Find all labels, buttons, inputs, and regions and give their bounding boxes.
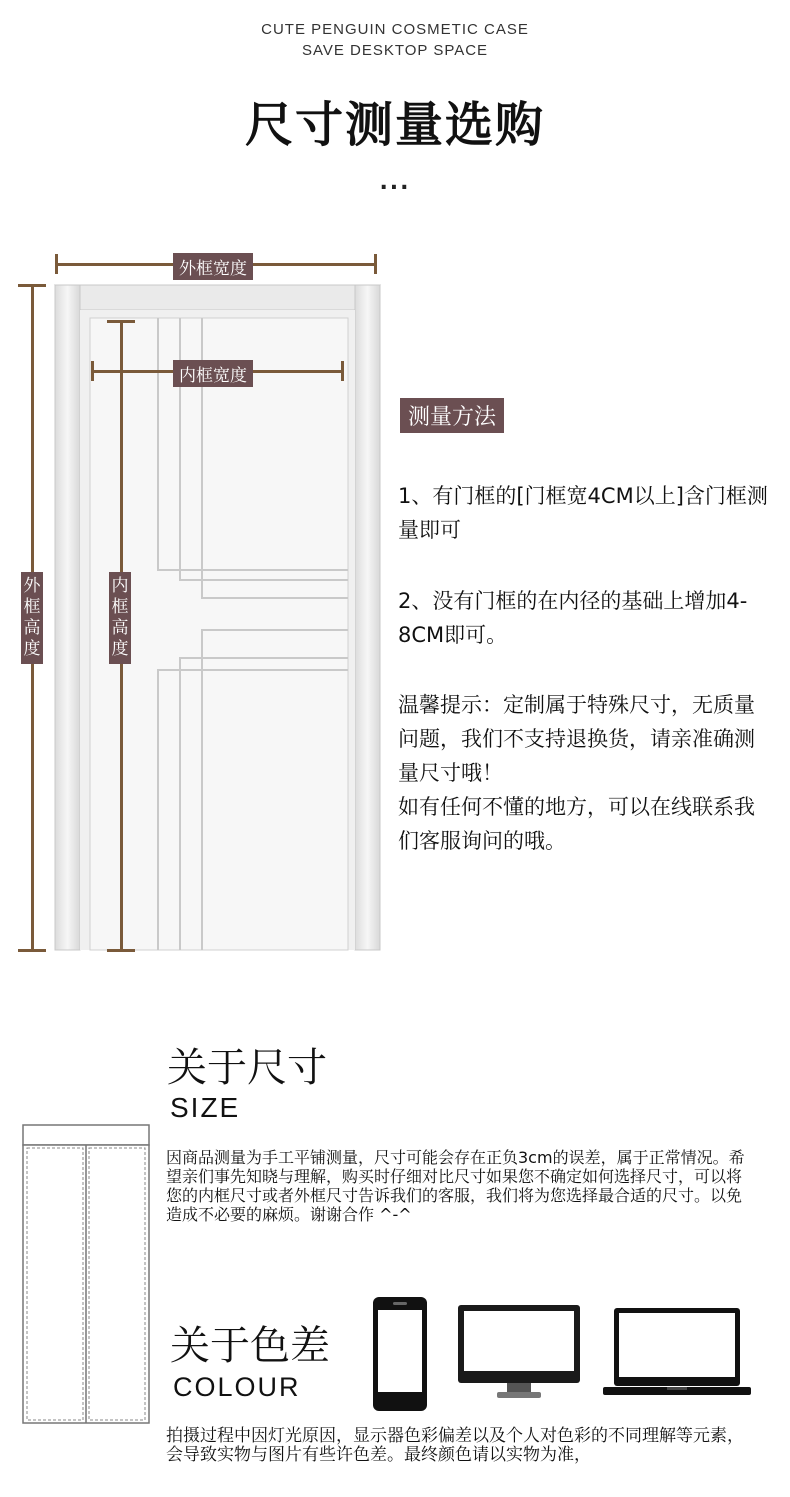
inner-width-label: 内框宽度 [173, 360, 253, 387]
header-line-2: SAVE DESKTOP SPACE [301, 42, 489, 59]
page-title: 尺寸测量选购 [244, 97, 545, 153]
colour-title-en: COLOUR [173, 1372, 301, 1402]
inner-height-label: 内框高度 [109, 572, 131, 664]
method-contact: 如有任何不懂的地方，可以在线联系我们客服询问的哦。 [398, 795, 755, 853]
outer-width-cap-right [374, 254, 377, 274]
method-tip: 温馨提示：定制属于特殊尺寸，无质量问题，我们不支持退换货，请亲准确测量尺寸哦！ [398, 693, 755, 785]
method-step-2: 2、没有门框的在内径的基础上增加4-8CM即可。 [398, 589, 748, 647]
inner-width-cap-left [91, 361, 94, 381]
header-line-1: CUTE PENGUIN COSMETIC CASE [261, 21, 529, 38]
size-title-en: SIZE [170, 1092, 241, 1123]
colour-title-cn: 关于色差 [170, 1323, 330, 1369]
curtain-icon [22, 1124, 150, 1424]
method-label: 测量方法 [400, 398, 504, 433]
outer-width-label: 外框宽度 [173, 253, 253, 280]
size-title-cn: 关于尺寸 [167, 1045, 327, 1091]
title-dots: ... [379, 170, 411, 195]
outer-width-cap-left [55, 254, 58, 274]
outer-height-cap-bottom [18, 949, 46, 952]
size-text: 因商品测量为手工平铺测量，尺寸可能会存在正负3cm的误差，属于正常情况。希望亲们事先知晓与理解，购买时仔细对比尺寸如果您不确定如何选择尺寸，可以将您的内框尺寸或者外框尺寸告诉我们的客服，我们将为您选择最合适的尺寸。以免造成不必要的麻烦。谢谢合作 ^-^ [166, 1148, 745, 1224]
inner-width-cap-right [341, 361, 344, 381]
outer-height-cap-top [18, 284, 46, 287]
monitor-icon [457, 1304, 581, 1404]
inner-height-cap-top [107, 320, 135, 323]
colour-text: 拍摄过程中因灯光原因，显示器色彩偏差以及个人对色彩的不同理解等元素，会导致实物与图片有些许色差。最终颜色请以实物为准， [166, 1426, 744, 1465]
outer-height-label: 外框高度 [21, 572, 43, 664]
inner-height-cap-bottom [107, 949, 135, 952]
phone-icon [372, 1296, 428, 1412]
method-step-1: 1、有门框的[门框宽4CM以上]含门框测量即可 [398, 484, 768, 542]
laptop-icon [602, 1307, 752, 1399]
